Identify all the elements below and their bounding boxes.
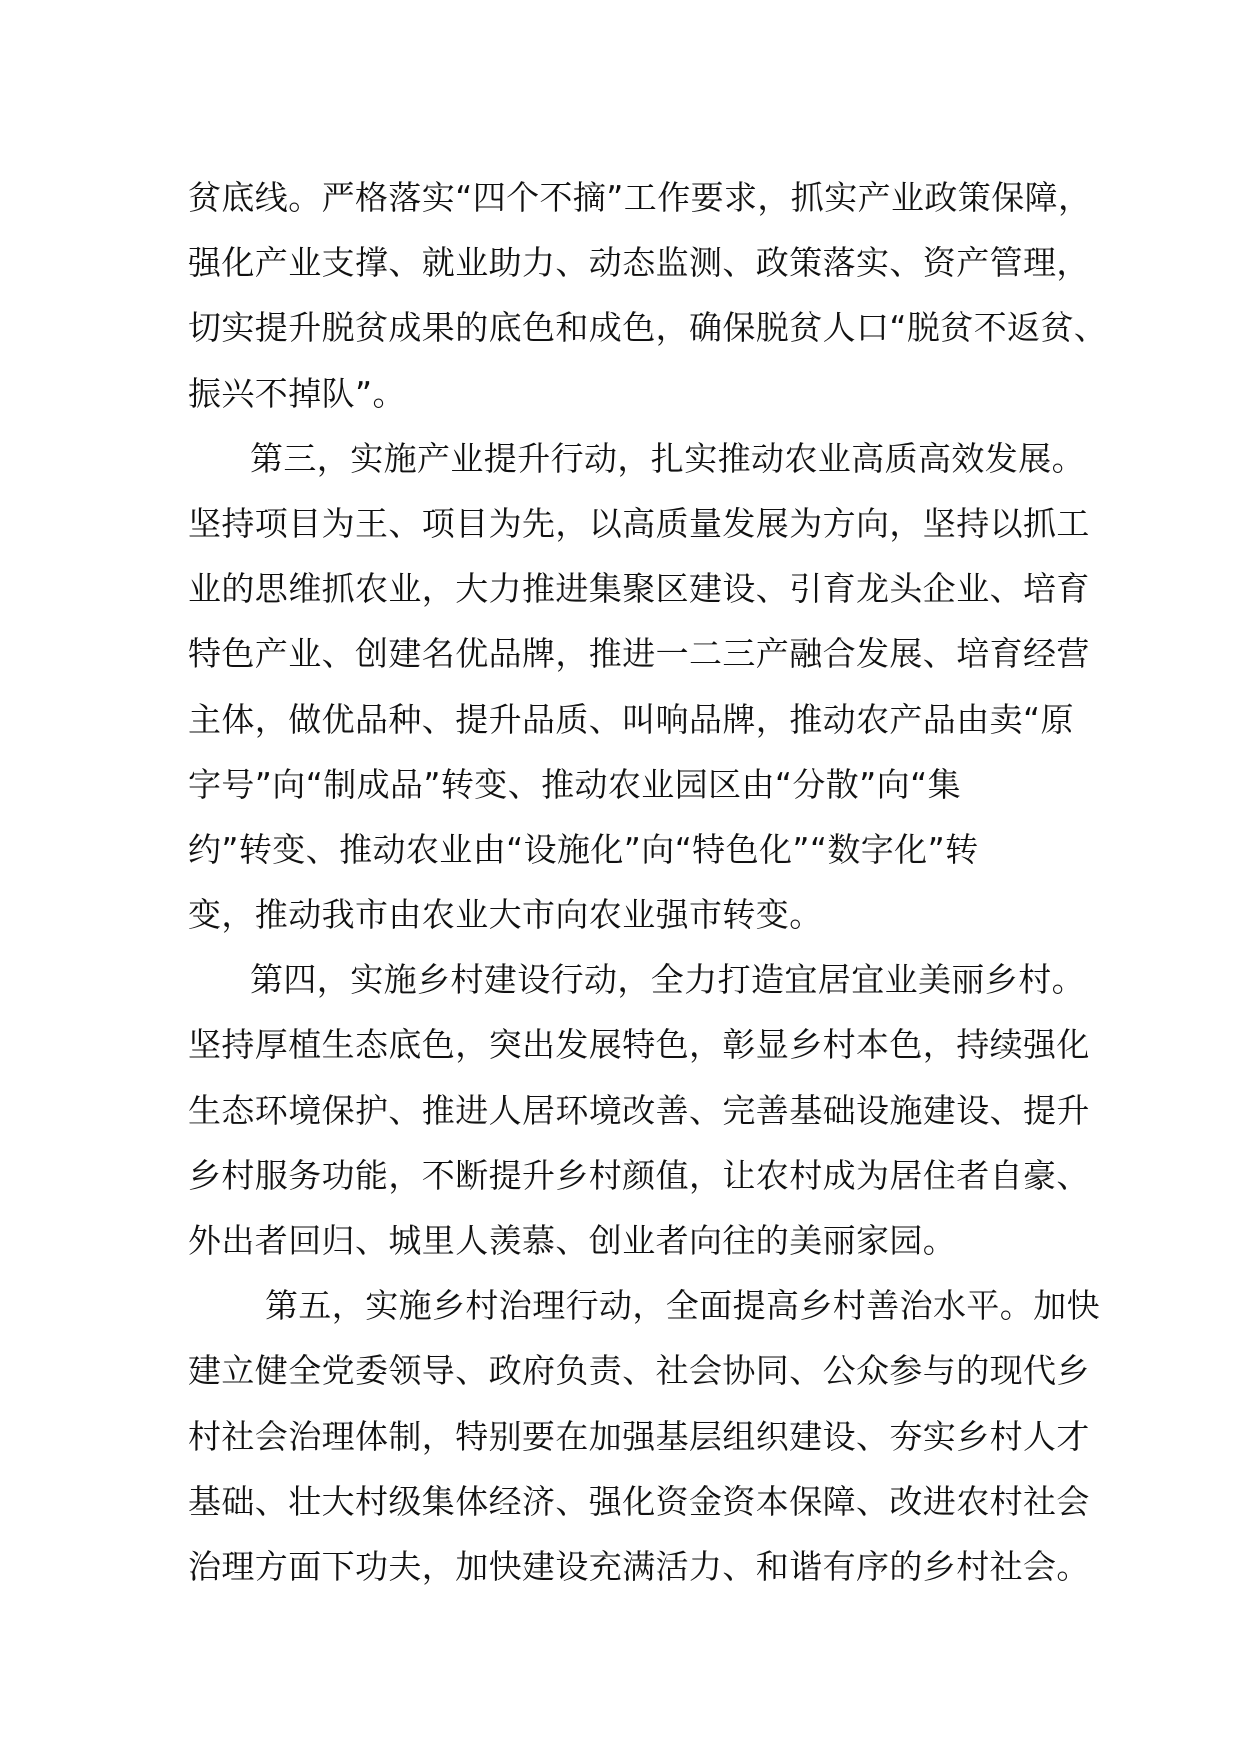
text-line: 约”转变、推动农业由“设施化”向“特色化”“数字化”转 (188, 829, 979, 869)
text-line: 生态环境保护、推进人居环境改善、完善基础设施建设、提升 (188, 1090, 1090, 1130)
text-line: 外出者回归、城里人羡慕、创业者向往的美丽家园。 (188, 1221, 957, 1260)
text-line: 建立健全党委领导、政府负责、社会协同、公众参与的现代乡 (188, 1351, 1090, 1391)
text-line: 变，推动我市由农业大市向农业强市转变。 (188, 895, 823, 935)
text-line: 乡村服务功能，不断提升乡村颜值，让农村成为居住者自豪、 (188, 1155, 1090, 1195)
paragraph-heading-fourth: 第四，实施乡村建设行动，全力打造宜居宜业美丽乡村。 (250, 960, 1085, 1000)
text-line: 主体，做优品种、提升品质、叫响品牌，推动农产品由卖“原 (188, 699, 1074, 739)
paragraph-heading-third: 第三，实施产业提升行动，扎实推动农业高质高效发展。 (250, 438, 1085, 478)
text-line: 振兴不掉队”。 (188, 373, 406, 413)
text-line: 坚持厚植生态底色，突出发展特色，彰显乡村本色，持续强化 (188, 1025, 1090, 1065)
text-line: 切实提升脱贫成果的底色和成色，确保脱贫人口“脱贫不返贫、 (188, 308, 1108, 348)
paragraph-heading-fifth: 第五，实施乡村治理行动，全面提高乡村善治水平。加快 (265, 1286, 1100, 1326)
text-line: 特色产业、创建名优品牌，推进一二三产融合发展、培育经营 (188, 634, 1090, 674)
text-line: 治理方面下功夫，加快建设充满活力、和谐有序的乡村社会。 (188, 1546, 1090, 1586)
text-line: 字号”向“制成品”转变、推动农业园区由“分散”向“集 (188, 764, 961, 804)
text-line: 村社会治理体制，特别要在加强基层组织建设、夯实乡村人才 (188, 1416, 1090, 1456)
text-line: 基础、壮大村级集体经济、强化资金资本保障、改进农村社会 (188, 1481, 1090, 1521)
body-text (188, 165, 1108, 1599)
text-line: 业的思维抓农业，大力推进集聚区建设、引育龙头企业、培育 (188, 569, 1090, 609)
text-line: 强化产业支撑、就业助力、动态监测、政策落实、资产管理， (188, 243, 1090, 283)
text-line: 坚持项目为王、项目为先，以高质量发展为方向，坚持以抓工 (188, 503, 1090, 543)
text-line: 贫底线。严格落实“四个不摘”工作要求，抓实产业政策保障， (188, 178, 1092, 217)
